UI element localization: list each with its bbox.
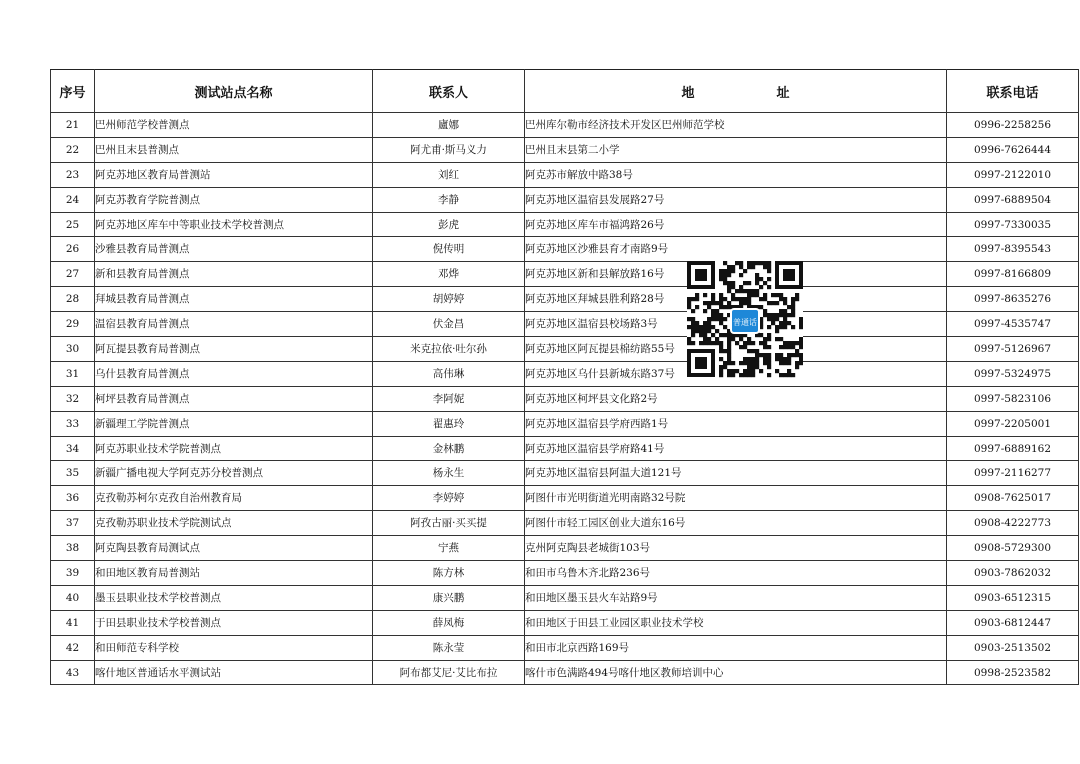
row-station-name: 巴州师范学校普测点 [95, 113, 373, 138]
row-phone: 0997-6889504 [947, 187, 1079, 212]
row-phone: 0997-2205001 [947, 411, 1079, 436]
qr-badge: 普通话 [730, 308, 760, 334]
row-address: 喀什市色满路494号喀什地区教师培训中心 [525, 660, 947, 685]
row-address: 阿图什市光明街道光明南路32号院 [525, 486, 947, 511]
row-phone: 0908-5729300 [947, 536, 1079, 561]
row-station-name: 沙雅县教育局普测点 [95, 237, 373, 262]
row-station-name: 温宿县教育局普测点 [95, 312, 373, 337]
row-address: 阿克苏地区乌什县新城东路37号 [525, 361, 947, 386]
table-row [51, 610, 1079, 635]
row-phone: 0997-5324975 [947, 361, 1079, 386]
row-no: 28 [51, 287, 95, 312]
row-station-name: 克孜勒苏职业技术学院测试点 [95, 511, 373, 536]
table-header-row [51, 70, 1079, 113]
row-contact: 邓烨 [373, 262, 525, 287]
row-contact: 阿布都艾尼·艾比布拉 [373, 660, 525, 685]
row-address: 阿克苏地区温宿县阿温大道121号 [525, 461, 947, 486]
row-phone: 0997-5126967 [947, 337, 1079, 362]
row-contact: 高伟琳 [373, 361, 525, 386]
row-phone: 0996-2258256 [947, 113, 1079, 138]
row-phone: 0997-7330035 [947, 212, 1079, 237]
row-contact: 薛凤梅 [373, 610, 525, 635]
table-row [51, 386, 1079, 411]
row-no: 35 [51, 461, 95, 486]
row-address: 巴州库尔勒市经济技术开发区巴州师范学校 [525, 113, 947, 138]
row-address: 和田地区墨玉县火车站路9号 [525, 585, 947, 610]
row-phone: 0997-8166809 [947, 262, 1079, 287]
table-row [51, 486, 1079, 511]
row-station-name: 于田县职业技术学校普测点 [95, 610, 373, 635]
row-contact: 杨永生 [373, 461, 525, 486]
row-phone: 0997-8635276 [947, 287, 1079, 312]
table-row [51, 411, 1079, 436]
row-phone: 0997-4535747 [947, 312, 1079, 337]
row-phone: 0997-2116277 [947, 461, 1079, 486]
row-address: 巴州且末县第二小学 [525, 137, 947, 162]
row-contact: 翟惠玲 [373, 411, 525, 436]
row-station-name: 拜城县教育局普测点 [95, 287, 373, 312]
table-row [51, 511, 1079, 536]
row-station-name: 墨玉县职业技术学校普测点 [95, 585, 373, 610]
row-phone: 0903-6812447 [947, 610, 1079, 635]
row-address: 和田地区于田县工业园区职业技术学校 [525, 610, 947, 635]
row-station-name: 克孜勒苏柯尔克孜自治州教育局 [95, 486, 373, 511]
row-phone: 0998-2523582 [947, 660, 1079, 685]
row-no: 36 [51, 486, 95, 511]
header-address-char-1: 地 [681, 85, 695, 101]
row-no: 37 [51, 511, 95, 536]
header-address [525, 70, 947, 113]
row-address: 阿克苏地区温宿县学府西路1号 [525, 411, 947, 436]
table-row [51, 461, 1079, 486]
row-station-name: 柯坪县教育局普测点 [95, 386, 373, 411]
table-row [51, 361, 1079, 386]
qr-code [687, 261, 803, 385]
row-contact: 陈永莹 [373, 635, 525, 660]
row-no: 25 [51, 212, 95, 237]
row-contact: 宁燕 [373, 536, 525, 561]
row-no: 40 [51, 585, 95, 610]
row-no: 32 [51, 386, 95, 411]
table-row [51, 561, 1079, 586]
row-address: 阿克苏市解放中路38号 [525, 162, 947, 187]
header-no: 序号 [51, 70, 95, 113]
row-station-name: 阿克苏教育学院普测点 [95, 187, 373, 212]
row-station-name: 新疆广播电视大学阿克苏分校普测点 [95, 461, 373, 486]
row-address: 克州阿克陶县老城街103号 [525, 536, 947, 561]
row-phone: 0908-7625017 [947, 486, 1079, 511]
row-contact: 刘红 [373, 162, 525, 187]
test-station-table [50, 69, 1079, 685]
row-station-name: 阿克苏地区教育局普测站 [95, 162, 373, 187]
row-phone: 0996-7626444 [947, 137, 1079, 162]
row-phone: 0903-7862032 [947, 561, 1079, 586]
header-address-char-2: 址 [776, 85, 790, 101]
row-station-name: 新疆理工学院普测点 [95, 411, 373, 436]
row-phone: 0997-8395543 [947, 237, 1079, 262]
row-phone: 0997-6889162 [947, 436, 1079, 461]
table-row [51, 312, 1079, 337]
row-contact: 李静 [373, 187, 525, 212]
table-row [51, 635, 1079, 660]
row-station-name: 阿瓦提县教育局普测点 [95, 337, 373, 362]
table-row [51, 337, 1079, 362]
table-row [51, 162, 1079, 187]
row-no: 27 [51, 262, 95, 287]
header-phone: 联系电话 [947, 70, 1079, 113]
row-contact: 李阿妮 [373, 386, 525, 411]
row-no: 33 [51, 411, 95, 436]
table-row [51, 536, 1079, 561]
table-row [51, 585, 1079, 610]
row-no: 29 [51, 312, 95, 337]
row-phone: 0903-6512315 [947, 585, 1079, 610]
row-address: 阿克苏地区温宿县学府路41号 [525, 436, 947, 461]
row-address: 阿克苏地区温宿县发展路27号 [525, 187, 947, 212]
row-station-name: 巴州且末县普测点 [95, 137, 373, 162]
row-no: 42 [51, 635, 95, 660]
row-station-name: 乌什县教育局普测点 [95, 361, 373, 386]
row-no: 41 [51, 610, 95, 635]
row-contact: 倪传明 [373, 237, 525, 262]
row-no: 26 [51, 237, 95, 262]
row-address: 和田市乌鲁木齐北路236号 [525, 561, 947, 586]
row-phone: 0903-2513502 [947, 635, 1079, 660]
row-contact: 李婷婷 [373, 486, 525, 511]
table-row [51, 137, 1079, 162]
table-row [51, 212, 1079, 237]
row-no: 43 [51, 660, 95, 685]
row-address: 阿克苏地区拜城县胜利路28号 [525, 287, 947, 312]
header-contact: 联系人 [373, 70, 525, 113]
row-contact: 米克拉依·吐尔孙 [373, 337, 525, 362]
row-address: 阿克苏地区阿瓦提县棉纺路55号 [525, 337, 947, 362]
table-row [51, 262, 1079, 287]
row-no: 39 [51, 561, 95, 586]
row-address: 阿克苏地区库车市福鸿路26号 [525, 212, 947, 237]
row-address: 阿克苏地区沙雅县育才南路9号 [525, 237, 947, 262]
row-no: 24 [51, 187, 95, 212]
table-row [51, 436, 1079, 461]
row-contact: 伏金昌 [373, 312, 525, 337]
row-address: 阿克苏地区柯坪县文化路2号 [525, 386, 947, 411]
table-body [51, 113, 1079, 685]
row-phone: 0997-2122010 [947, 162, 1079, 187]
row-contact: 阿尤甫·斯马义力 [373, 137, 525, 162]
table-row [51, 113, 1079, 138]
row-contact: 阿孜古丽·买买提 [373, 511, 525, 536]
row-station-name: 阿克陶县教育局测试点 [95, 536, 373, 561]
row-station-name: 和田地区教育局普测站 [95, 561, 373, 586]
row-no: 22 [51, 137, 95, 162]
row-address: 阿图什市轻工园区创业大道东16号 [525, 511, 947, 536]
row-contact: 康兴鹏 [373, 585, 525, 610]
row-address: 阿克苏地区新和县解放路16号 [525, 262, 947, 287]
row-station-name: 新和县教育局普测点 [95, 262, 373, 287]
row-station-name: 阿克苏职业技术学院普测点 [95, 436, 373, 461]
row-address: 和田市北京西路169号 [525, 635, 947, 660]
row-no: 23 [51, 162, 95, 187]
table-row [51, 237, 1079, 262]
table-row [51, 660, 1079, 685]
row-contact: 金林鹏 [373, 436, 525, 461]
row-phone: 0908-4222773 [947, 511, 1079, 536]
row-station-name: 和田师范专科学校 [95, 635, 373, 660]
row-address: 阿克苏地区温宿县校场路3号 [525, 312, 947, 337]
row-contact: 胡婷婷 [373, 287, 525, 312]
table-row [51, 287, 1079, 312]
header-station-name: 测试站点名称 [95, 70, 373, 113]
row-no: 34 [51, 436, 95, 461]
row-contact: 彭虎 [373, 212, 525, 237]
row-contact: 陈方林 [373, 561, 525, 586]
row-phone: 0997-5823106 [947, 386, 1079, 411]
row-no: 21 [51, 113, 95, 138]
row-no: 38 [51, 536, 95, 561]
row-contact: 廬娜 [373, 113, 525, 138]
row-no: 30 [51, 337, 95, 362]
row-station-name: 阿克苏地区库车中等职业技术学校普测点 [95, 212, 373, 237]
row-station-name: 喀什地区普通话水平测试站 [95, 660, 373, 685]
table-row [51, 187, 1079, 212]
row-no: 31 [51, 361, 95, 386]
